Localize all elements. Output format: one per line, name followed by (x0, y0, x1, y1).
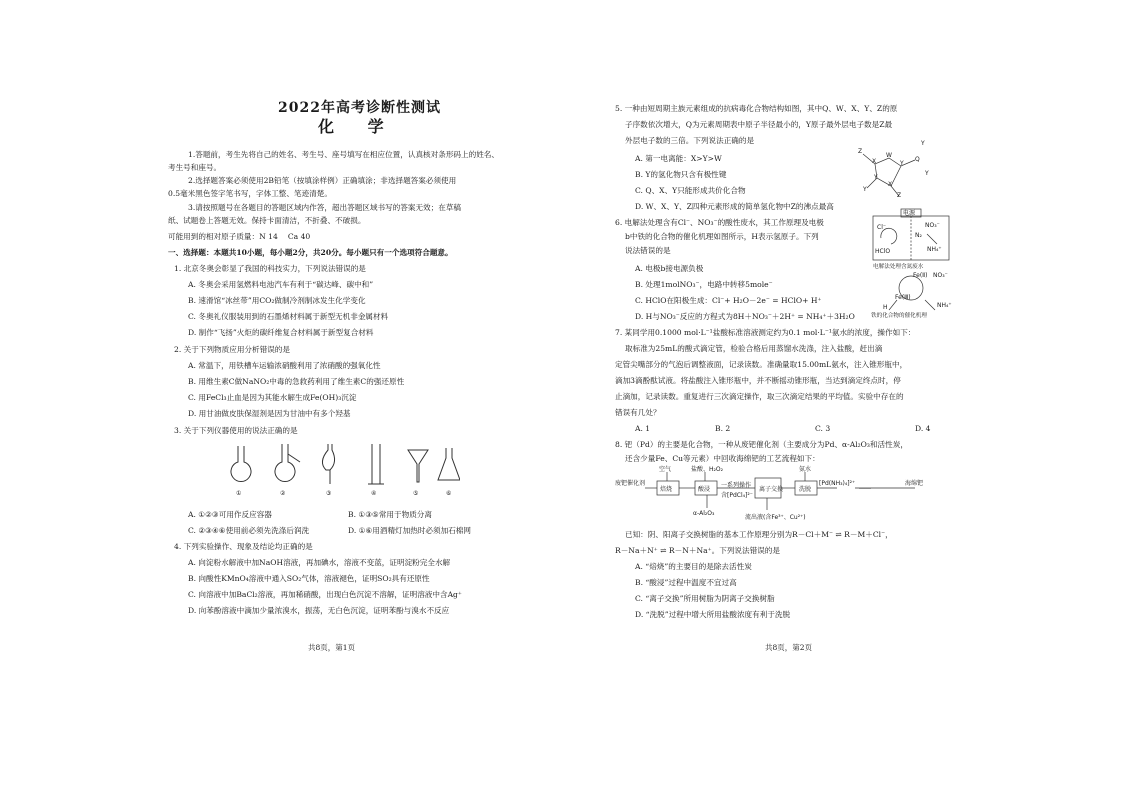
q6-option-c: C. HClO在阳极生成：Cl⁻+ H₂O－2e⁻ = HClO+ H⁺ (635, 296, 822, 305)
q8-stem-line: 8. 钯（Pd）的主要是化合物，一种从废钯催化剂（主要成分为Pd、α-Al₂O₃和活性炭， (615, 440, 908, 449)
flow-label-out: [Pd(NH₃)₄]²⁺ (819, 480, 856, 487)
q2-option-b: B. 用维生素C做NaNO₂中毒的急救药利用了维生素C的强还原性 (188, 377, 405, 386)
note-line: 纸、试题卷上答题无效。保持卡面清洁，不折叠、不破损。 (168, 216, 366, 225)
q2-stem: 2. 关于下列物质应用分析错误的是 (174, 345, 290, 354)
exam-title: 2022年高考诊断性测试 (278, 100, 441, 116)
cl-label: Cl⁻ (877, 224, 887, 231)
q4-option-a: A. 向淀粉水解液中加NaOH溶液，再加碘水，溶液不变蓝，证明淀粉完全水解 (188, 558, 451, 567)
page-footer: 共8页，第2页 (765, 643, 813, 652)
q3-option-b: B. ①③⑤常用于物质分离 (348, 510, 432, 519)
q5-option-c: C. Q、X、Y只能形成共价化合物 (635, 186, 746, 195)
flow-label-filtrate: 含[PdCl₄]²⁻ (721, 492, 753, 499)
atom-label: Y (925, 170, 929, 177)
note-line: 0.5毫米黑色签字笔书写，字体工整、笔迹清楚。 (168, 189, 332, 198)
fe3-label: Fe(Ⅲ) (895, 294, 911, 301)
nh4-label: NH₄⁺ (927, 246, 942, 253)
q5-option-d: D. W、X、Y、Z四种元素形成的简单氢化物中Z的沸点最高 (635, 202, 834, 211)
caption-electrolysis: 电解法处理含氮废水 (873, 264, 924, 270)
fe2-label: Fe(Ⅱ) (913, 272, 928, 279)
q1-option-d: D. 制作“飞扬”火炬的碳纤维复合材料属于新型复合材料 (188, 328, 374, 337)
q8-after-line: R－Na＋N⁺ ⇌ R－N＋Na⁺。下列说法错误的是 (615, 546, 780, 555)
q2-option-a: A. 常温下，用铁槽车运输浓硝酸利用了浓硝酸的强氧化性 (188, 361, 381, 370)
atom-label: Z (858, 148, 863, 155)
q6-option-b: B. 处理1molNO₃⁻，电路中转移5mole⁻ (635, 280, 773, 289)
glassware-label: ③ (326, 490, 332, 497)
q6-option-d: D. H与NO₃⁻反应的方程式为8H＋NO₃⁻＋2H⁺ = NH₄⁺＋3H₂O (635, 312, 855, 321)
q7-option-c: C. 3 (815, 424, 831, 433)
note-line: 考生号和座号。 (168, 163, 222, 172)
atom-label: W (886, 152, 892, 159)
page-footer: 共8页，第1页 (308, 643, 356, 652)
q8-stem-line: 还含少量Fe、Cu等元素）中回收海绵钯的工艺流程如下： (625, 454, 820, 463)
q8-flowchart (615, 464, 935, 522)
atomic-masses: 可能用到的相对原子质量：N 14 Ca 40 (168, 232, 311, 241)
q7-option-a: A. 1 (635, 424, 651, 433)
power-label: 电源 (903, 210, 916, 217)
h-label: H (883, 304, 888, 311)
q6-stem-line: b中铁的化合物的催化机理如图所示，H表示氢原子。下列 (625, 232, 819, 241)
note-line: 2.选择题答案必须使用2B铅笔（按填涂样例）正确填涂；非选择题答案必须使用 (188, 176, 457, 185)
q8-option-c: C. “离子交换”所用树脂为阴离子交换树脂 (635, 594, 775, 603)
glassware-label: ④ (371, 490, 377, 497)
q2-option-c: C. 用FeCl₃止血是因为其能水解生成Fe(OH)₃沉淀 (188, 393, 357, 402)
q1-option-b: B. 速滑馆“冰丝带”用CO₂做制冷剂制冰发生化学变化 (188, 296, 366, 305)
flow-label-sub2: 流出液(含Fe³⁺、Cu²⁺) (745, 514, 806, 521)
q1-option-a: A. 冬奥会采用氢燃料电池汽车有利于“碳达峰、碳中和” (188, 280, 374, 289)
atom-label: X (888, 181, 893, 188)
subject-title: 化 学 (318, 117, 398, 136)
glassware-label: ⑥ (446, 490, 452, 497)
q1-stem: 1. 北京冬奥会彰显了我国的科技实力，下列说法错误的是 (174, 264, 366, 273)
atom-label: Q (915, 156, 920, 163)
q8-option-d: D. “洗脱”过程中增大所用盐酸浓度有利于洗脱 (635, 610, 791, 619)
flow-label-wash: 洗脱 (799, 486, 812, 493)
q5-stem-line: 外层电子数的三倍。下列说法正确的是 (625, 136, 755, 145)
atom-label: Z (897, 192, 902, 199)
atom-label: Y (863, 186, 867, 193)
q6-stem-line: 说法错误的是 (625, 246, 671, 255)
q7-stem: 7. 某同学用0.1000 mol·L⁻¹盐酸标准溶液测定约为0.1 mol·L⁻¹氨水的浓度，操作如下： (615, 328, 916, 337)
atom-label: Y (921, 140, 925, 147)
q5-stem-line: 子序数依次增大，Q为元素周期表中原子半径最小的，Y原子最外层电子数是Z最 (625, 120, 893, 129)
q7-body-line: 滴加3滴酚酞试液。将盐酸注入锥形瓶中，并不断摇动锥形瓶，当达到滴定终点时，停 (615, 376, 901, 385)
flow-label-leach: 酸浸 (698, 486, 711, 493)
atom-label: X (872, 158, 877, 165)
q6-option-a: A. 电极b接电源负极 (635, 264, 704, 273)
glassware-label: ⑤ (413, 490, 419, 497)
q7-body-line: 取标准为25mL的酸式滴定管，检验合格后用蒸馏水洗涤，注入盐酸，赶出滴 (625, 344, 883, 353)
q3-option-d: D. ①⑥用酒精灯加热时必须加石棉网 (348, 526, 471, 535)
left-page (168, 0, 588, 794)
q1-option-c: C. 冬奥礼仪服装用到的石墨烯材料属于新型无机非金属材料 (188, 312, 389, 321)
no3-label: NO₃⁻ (925, 222, 940, 229)
glassware-figure (220, 440, 460, 500)
right-page (615, 0, 955, 794)
q4-option-d: D. 向苯酚溶液中滴加少量浓溴水，振荡，无白色沉淀，证明苯酚与溴水不反应 (188, 606, 450, 615)
flow-label-ion: 离子交换 (759, 486, 784, 493)
note-line: 1.答题前，考生先将自己的姓名、考生号、座号填写在相应位置，认真核对条形码上的姓名、 (188, 150, 499, 159)
no3b-label: NO₃⁻ (933, 272, 948, 279)
q5-structure-figure (855, 140, 935, 200)
q5-option-a: A. 第一电离能：X>Y>W (635, 154, 722, 163)
q7-option-b: B. 2 (715, 424, 731, 433)
n2-label: N₂ (915, 232, 922, 239)
q3-option-a: A. ①②③可用作反应容器 (188, 510, 272, 519)
flow-label-ammonia: 氨水 (799, 466, 812, 473)
q4-option-b: B. 向酸性KMnO₄溶液中通入SO₂气体，溶液褪色，证明SO₂具有还原性 (188, 574, 430, 583)
q7-body-line: 定管尖嘴部分的气泡后调整液面，记录读数。准确量取15.00mL氨水，注入锥形瓶中， (615, 360, 908, 369)
q5-option-b: B. Y的氢化物只含有极性键 (635, 170, 727, 179)
q4-stem: 4. 下列实验操作、现象及结论均正确的是 (174, 542, 313, 551)
atom-label: Y (900, 160, 904, 167)
flow-label-air: 空气 (659, 466, 672, 473)
q8-option-a: A. “焙烧”的主要目的是除去活性炭 (635, 562, 752, 571)
q7-option-d: D. 4 (915, 424, 931, 433)
flow-label-acid: 盐酸、H₂O₂ (691, 466, 724, 473)
q6-electrolysis-figure (867, 208, 955, 318)
flow-label-product: 海绵钯 (905, 480, 924, 487)
q2-option-d: D. 用甘油做皮肤保湿剂是因为甘油中有多个羟基 (188, 409, 351, 418)
flow-label-dots: …… (859, 484, 871, 491)
q7-body-line: 止滴加，记录读数。重复进行三次滴定操作，取三次滴定结果的平均值。实验中存在的 (615, 392, 904, 401)
q5-stem-line: 5. 一种由短周期主族元素组成的抗病毒化合物结构如图，其中Q、W、X、Y、Z的原 (615, 104, 898, 113)
section-heading: 一、选择题：本题共10小题，每小题2分，共20分。每小题只有一个选项符合题意。 (168, 248, 453, 257)
q8-option-b: B. “酸浸”过程中温度不宜过高 (635, 578, 737, 587)
caption-catalysis: 铁的化合物的催化机理 (871, 313, 927, 319)
q6-stem-line: 6. 电解法处理含有Cl⁻、NO₃⁻的酸性废水，其工作原理及电极 (615, 218, 824, 227)
flow-label-filter: 一系列操作 (721, 482, 752, 489)
glassware-label: ② (280, 490, 286, 497)
q4-option-c: C. 向溶液中加BaCl₂溶液，再加稀硝酸，出现白色沉淀不溶解，证明溶液中含Ag⁺ (188, 590, 462, 599)
nh4b-label: NH₄⁺ (937, 302, 952, 309)
glassware-label: ① (236, 490, 242, 497)
flow-label-feed: 废钯催化剂 (615, 480, 646, 487)
atom-label: Y (874, 174, 878, 181)
hclo-label: HClO (875, 248, 891, 255)
q8-after-line: 已知：阴、阳离子交换树脂的基本工作原理分别为R－Cl＋M⁻ ⇌ R－M＋Cl⁻， (625, 530, 893, 539)
q7-body-line: 错误有几处？ (615, 408, 661, 417)
flow-label-sub1: α-Al₂O₃ (693, 510, 715, 517)
flow-label-roast: 焙烧 (660, 486, 673, 493)
q3-stem: 3. 关于下列仪器使用的说法正确的是 (174, 426, 298, 435)
q3-option-c: C. ②③④⑥使用前必须先洗涤后润洗 (188, 526, 310, 535)
note-line: 3.请按照题号在各题目的答题区域内作答，超出答题区域书写的答案无效；在草稿 (188, 203, 462, 212)
